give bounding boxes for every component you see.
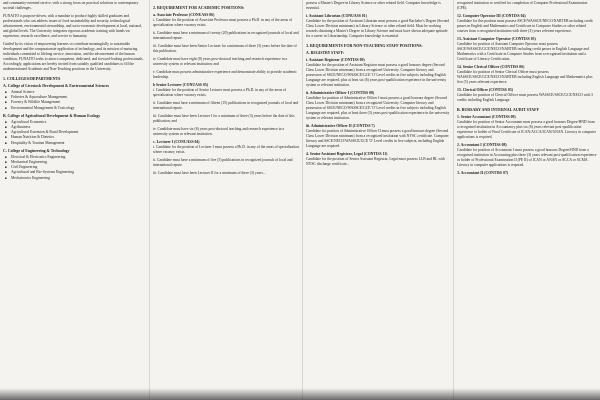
senior-lecturer-title: b Senior Lecturer (CONUASS 05) xyxy=(153,83,209,87)
college-b-title: B. College of Agricultural Development & Human Ecology xyxy=(3,113,101,118)
list-item: ■ Forestry & Wildlife Management xyxy=(3,100,147,105)
accountant-one-title: 2. Accountant I (CONTISS 08) xyxy=(457,143,507,147)
list-item: ■ Fisheries & Aquaculture Management xyxy=(3,95,147,100)
senior-assistant-registrar-title: 4. Senior Assistant Registrar, Legal (CONTISS 11) xyxy=(306,152,388,156)
list-item: ■ Agribusiness xyxy=(3,125,147,130)
list-item: ■ Agricultural Economics xyxy=(3,120,147,125)
requirement-text: ii. Candidate must have a minimum of five (5) publications in recognized journals of local and international repute. xyxy=(153,158,293,167)
list-item: ■ Mechanical Engineering xyxy=(3,160,147,165)
computer-operator-title: 12. Computer Operator III (CONTISS 04) xyxy=(457,14,526,18)
intro-paragraph: possess a Master's Degree in Library Science or other related field. Computer knowledge is essential. xyxy=(306,1,441,10)
column-1 xyxy=(3,0,147,400)
requirement-text: v. Candidate must possess administrative experience and demonstrate ability to provide academic leadership. xyxy=(153,70,297,79)
requirement-text: ii. Candidate must have a minimum of twenty (20) publications in recognized journals of local and international repute. xyxy=(153,31,299,40)
requirement-text: Candidate for position of Clerical Officer must possess WASSCE/SSCE/GCE/NECO with 5 credits including English Language. xyxy=(457,93,594,102)
requirement-text: Candidate for this position must possess SSCE/WASSCE/NECO/NABTEB including credit passes in English and Mathematics and Certificate in Computer Studies or other related courses from a recognised institution with three (3) years relevant experience. xyxy=(457,19,593,33)
assistant-librarian-title: i. Assistant Librarian (CONUASS 01) xyxy=(306,14,367,18)
requirement-text: i. Candidate for the position of Lecturer I must possess a Ph.D. in any of the areas of specialization where vacancy exists. xyxy=(153,145,299,154)
college-c-title: C. College of Engineering & Technology xyxy=(3,148,70,153)
vision-paragraph: Guided by its vision of empowering learners to contribute meaningfully to sustainable development and the compassionate application of technology, and its mission of nurturing individuals committed to lifelong service, innovation, and the advancement of the human condition, FUNAITO seeks to attract competent, dedicated, and forward-looking professionals. Accordingly, applications are hereby invited from suitably qualified candidates to fill the undermentioned Academic and Non-Teaching positions in the University. xyxy=(3,42,144,71)
requirement-text: ii. Candidate must have a minimum of fifteen (15) publications in recognized journals of local and international repute. xyxy=(153,101,299,110)
column-4 xyxy=(457,0,597,400)
lecturer-one-title: c. Lecturer I (CONUASS 04) xyxy=(153,140,200,144)
senior-clerical-officer-title: 14. Senior Clerical Officer (CONTISS 06) xyxy=(457,65,525,69)
column-divider xyxy=(453,0,454,400)
list-item: ■ Hospitality & Tourism Management xyxy=(3,141,147,146)
requirement-text: iv. Candidate must have eight (8) years post-doctoral teaching and research experience in a university system or relevant institution; and xyxy=(153,57,288,66)
list-item: ■ Agricultural and Bio-Systems Engineering xyxy=(3,170,147,175)
college-c-list xyxy=(3,155,147,181)
requirement-text: Candidate for position of Administrative Officer II must possess a good honours degree (Second Class Lower Division minimum) from a recognized institution with NYSC certificate. Computer literacy and SSCE/NECO/WASSCE/GCE 'O' Level credits in five subjects, including English Language are required. xyxy=(306,129,449,148)
requirement-text: Candidate for position of Senior Clerical Officer must possess WASSCE/SSCE/GCE/NECO/NABTEB including English Language and Mathematics plus five (5) years relevant experience. xyxy=(457,70,593,84)
list-item: ■ Civil Engineering xyxy=(3,165,147,170)
requirement-text: Candidate for the position of Senior Assistant Registrar, Legal must possess LLB and BL with NYSC discharge certificate... xyxy=(306,157,445,166)
clerical-officer-title: 15. Clerical Officer (CONTISS 03) xyxy=(457,88,513,92)
list-item: ■ Electrical & Electronics Engineering xyxy=(3,155,147,160)
bottom-shadow xyxy=(0,388,600,400)
assistant-computer-operator-title: 13. Assistant Computer Operator (CONTISS 03) xyxy=(457,37,536,41)
assistant-registrar-title: i. Assistant Registrar (CONTISS 09) xyxy=(306,58,365,62)
admin-officer-one-title: ii. Administrative Officer I (CONTISS 08) xyxy=(306,91,375,95)
accountant-two-title: 3. Accountant II (CONTISS 07) xyxy=(457,171,509,175)
section-bursary-heading: B. BURSARY AND INTERNAL AUDIT STAFF xyxy=(457,107,540,112)
column-divider xyxy=(302,0,303,400)
intro-paragraph: recognised institution or certified for completion of Computer Professional Examination (CPE). xyxy=(457,1,588,10)
list-item: ■ Mechatronics Engineering xyxy=(3,176,147,181)
college-a-title: A. College of Livestock Development & Environmental Sciences xyxy=(3,84,110,88)
associate-professor-title: a. Associate Professor (CONUASS 06) xyxy=(153,13,215,17)
requirement-text: i. Candidate for the position of Senior Lecturer must possess a Ph.D. in any of the areas of specialization where vacancy exists. xyxy=(153,88,287,97)
college-b-list xyxy=(3,120,147,146)
requirement-text: Candidate for position of Accountant I must possess a good honours Degree/HND from a recognised institution in Accounting plus three (3) years relevant post-qualification experience or holder of Professional Examination II (PE II) of ICAN or ANAN or ACCA or ACMA. Literacy in computer applications is required. xyxy=(457,148,597,167)
requirement-text: iii. Candidate must have been Lecturer I for a minimum of three (3) years before the date of this publication; and xyxy=(153,114,295,123)
registry-staff-title: A. REGISTRY STAFF: xyxy=(306,51,345,55)
requirement-text: Candidate for position of Assistant Computer Operator must possess SSCE/WASSCE/GCE/NECO/NABTEB including credit passes in English Language and Mathematics with a Certificate in Computer Studies from a recognised institution and a Certificate of Literacy Certification. xyxy=(457,42,589,61)
college-a-list xyxy=(3,90,147,111)
requirement-text: i. Candidate for the position of Associate Professor must possess a Ph.D. in any of the areas of specialization where vacancy exists. xyxy=(153,18,293,27)
requirement-text: iii. Candidate must have been Lecturer II for a minimum of three (3) years... xyxy=(153,171,266,175)
mandate-paragraph: FUNAITO is purpose-driven, with a mandate to produce highly skilled graduates and professionals who can address issues of food sustainability and security, technological advancement, environmental stewardship, and socio-economic development at local, national, and global levels. The University integrates rigorous academic training with hands-on experience, research excellence, and service to humanity. xyxy=(3,14,142,38)
section-academic-heading: 2. REQUIREMENT FOR ACADEMIC POSITIONS: xyxy=(153,5,245,10)
section-non-teaching-heading: 3. REQUIREMENTS FOR NON-TEACHING STAFF POSITIONS: xyxy=(306,43,423,48)
list-item: ■ Agricultural Extension & Rural Development xyxy=(3,130,147,135)
column-3 xyxy=(306,0,450,400)
requirement-text: Candidate for the position of Assistant Librarian must possess a good Bachelor's Degree (Second Class Lower Division minimum) in Library Science or other related field. Must be working towards obtaining a Master's Degree in Library Science and must have shown adequate aptitude for a career in Librarianship. Computer knowledge is essential. xyxy=(306,19,450,38)
senior-accountant-title: 1. Senior Accountant (CONTISS 09) xyxy=(457,115,516,119)
requirement-text: iii. Candidate must have been Senior Lecturer for a minimum of three (3) years before the date of this publication. xyxy=(153,44,297,53)
admin-officer-two-title: iii. Administrative Officer II (CONTISS 7) xyxy=(306,124,375,128)
requirement-text: Candidate for the position of Assistant Registrar must possess a good honours degree (Second Class Lower Division minimum) from a recognized University. Computer literacy and possession of SSCE/NECO/WASSCE/GCE 'O' Level credits in five subjects including English Language are required, plus at least six (6) years post-qualification experience in the university system or relevant institution. xyxy=(306,63,447,87)
column-divider xyxy=(149,0,150,400)
requirement-text: Candidate for position of Senior Accountant must possess a good honours Degree/HND from a recognised institution in Accountancy plus six (6) years relevant post-qualification experience or holder of Final Certificate of ICAN/ACCA/ICAN/ANAN. Literacy in computer applications is required. xyxy=(457,120,596,139)
intro-paragraph: and community-oriented service, with a strong focus on practical solutions to contemporary societal challenges. xyxy=(3,1,139,10)
list-item: ■ Animal Science xyxy=(3,90,147,95)
column-2 xyxy=(153,0,299,400)
section-colleges-heading: 1. COLLEGES/DEPARTMENTS xyxy=(3,76,61,81)
list-item: ■ Environmental Management & Toxicology xyxy=(3,106,147,111)
requirement-text: iv. Candidate must have six (6) years post-doctoral teaching and research experience in a university system or relevant institution. xyxy=(153,127,285,136)
requirement-text: Candidate for position of Administrative Officer I must possess a good honours degree (Second Class Lower Division minimum) from a recognized University. Computer literacy and possession of SSCE/NECO/WASSCE/GCE 'O' Level credits in five subjects including English Language are required, plus at least three (3) years post-qualification experience in the university system or relevant institution. xyxy=(306,96,450,120)
list-item: ■ Human Nutrition & Dietetics xyxy=(3,135,147,140)
